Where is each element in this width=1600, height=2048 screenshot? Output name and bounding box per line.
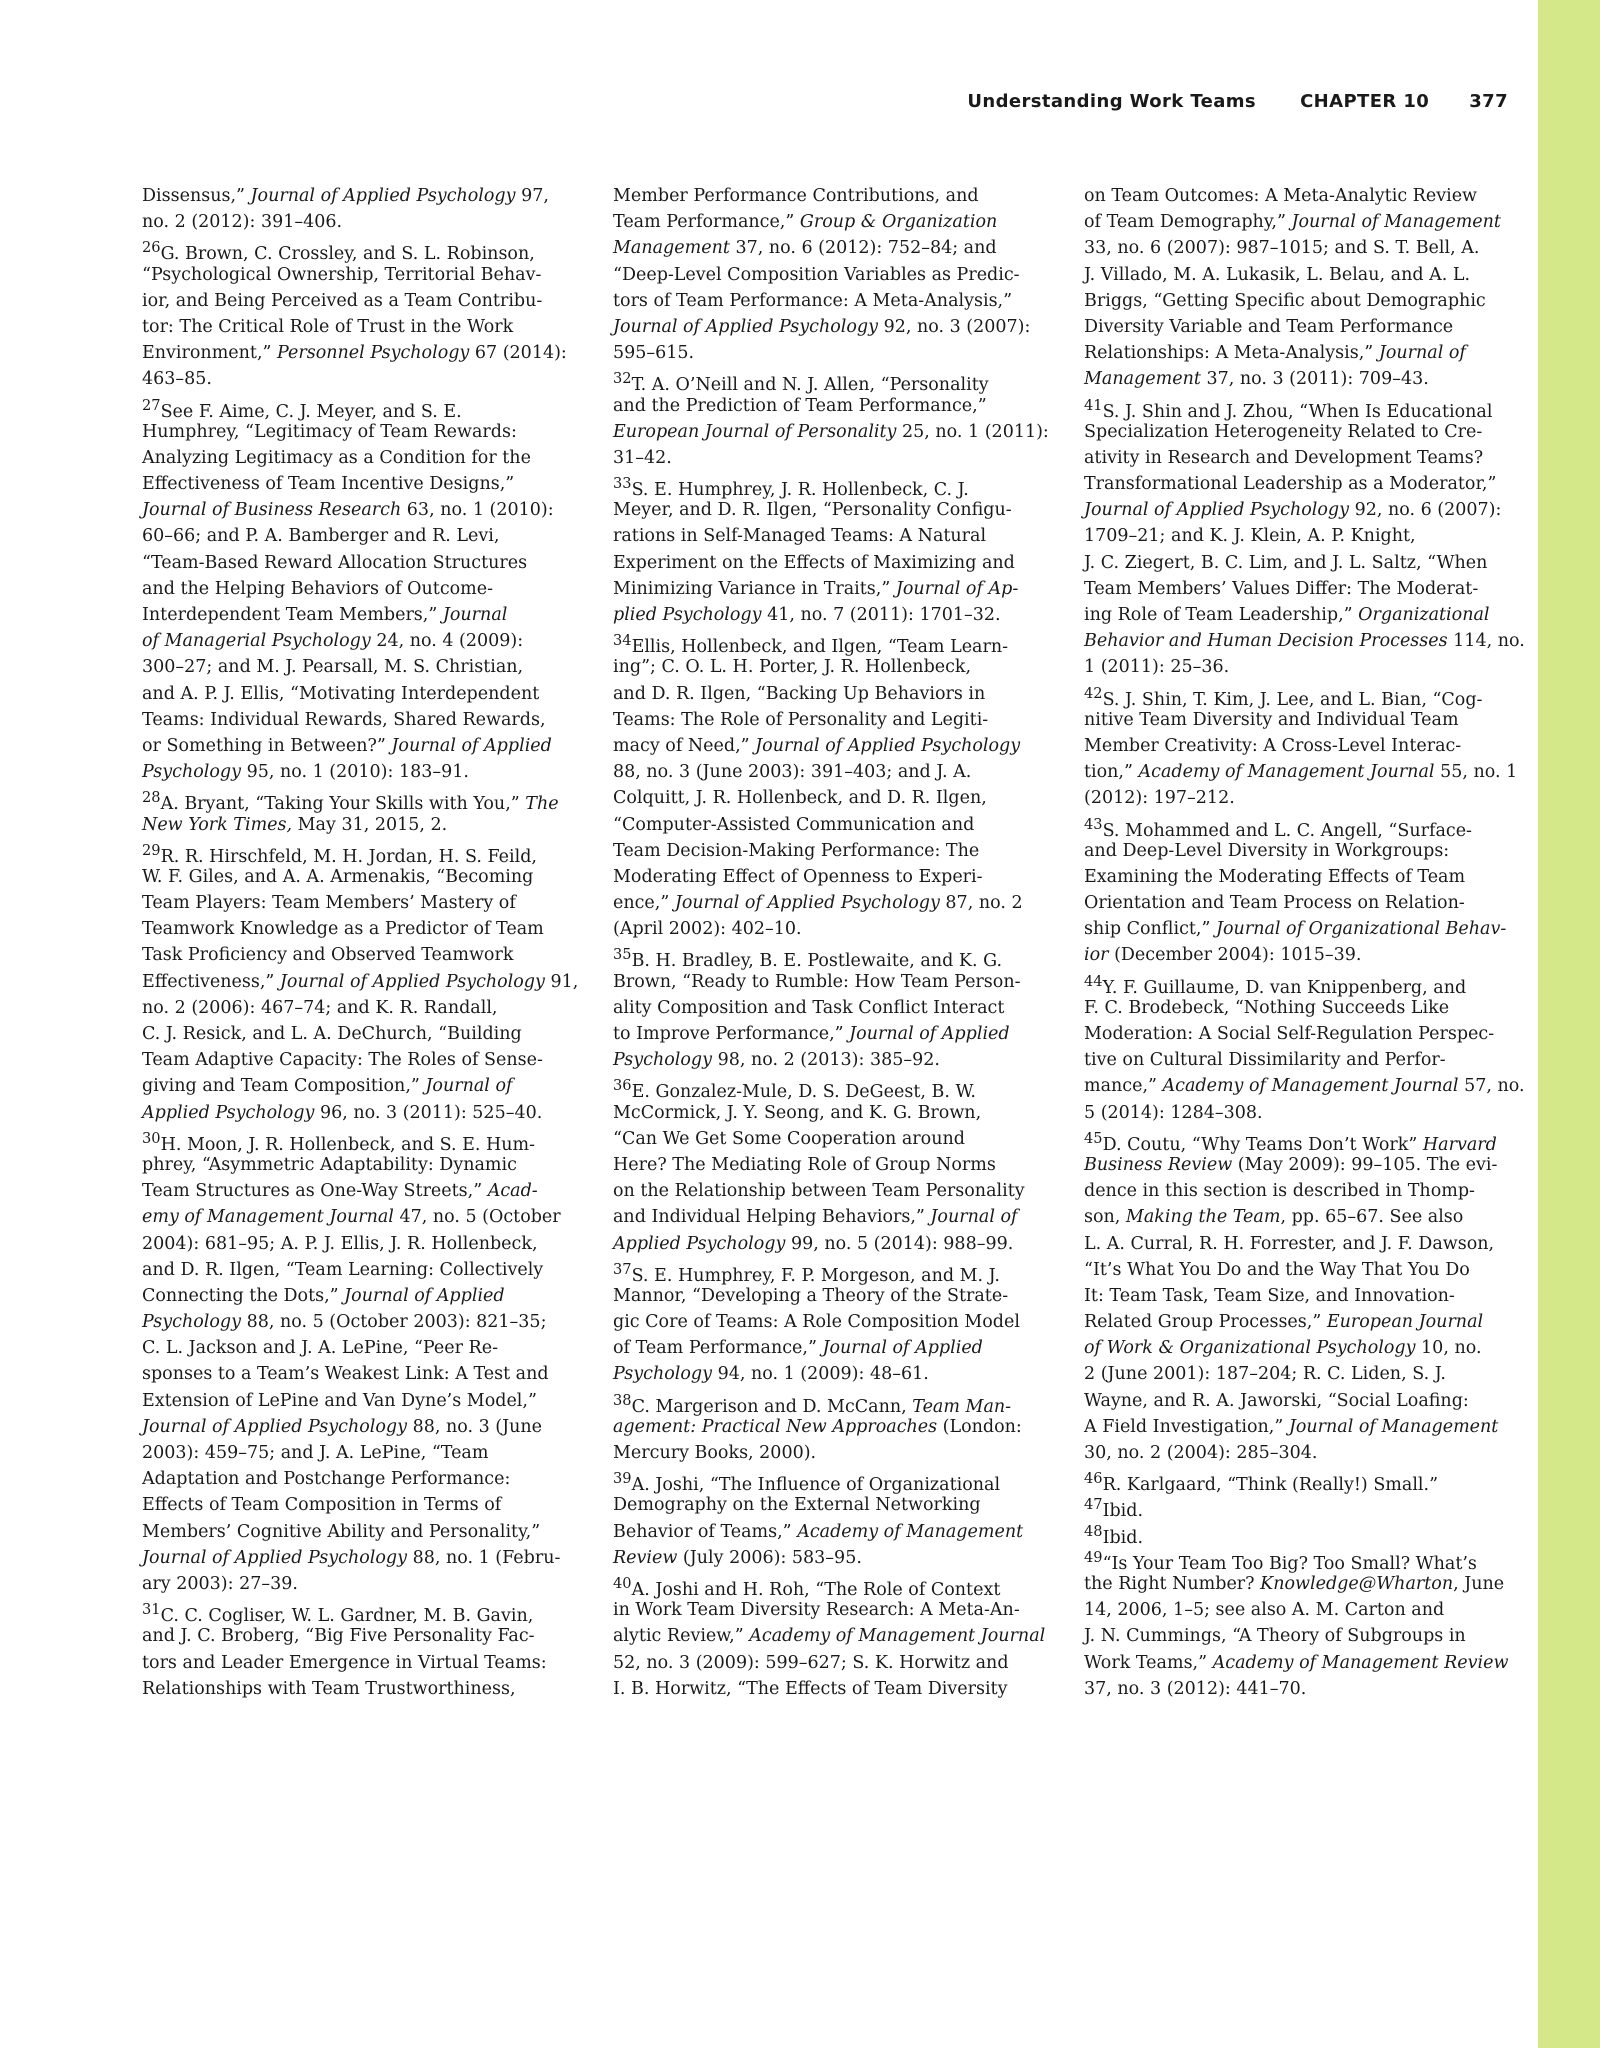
note-line: Psychology 98, no. 2 (2013): 385–92. bbox=[613, 1050, 940, 1071]
note-line: $^{49}$“Is Your Team Too Big? Too Small? What’s bbox=[1084, 1548, 1477, 1574]
running-head-title: Understanding Work Teams bbox=[967, 91, 1257, 112]
note-line: ing Role of Team Leadership,” Organizational bbox=[1084, 605, 1490, 625]
note-line: and D. R. Ilgen, “Backing Up Behaviors in bbox=[613, 683, 986, 704]
note-line: $^{38}$C. Margerison and D. McCann, Team Man- bbox=[613, 1391, 1012, 1417]
note-line: ship Conflict,” Journal of Organizational Behav- bbox=[1084, 919, 1507, 940]
note-line: Applied Psychology 99, no. 5 (2014): 988–99. bbox=[613, 1233, 1014, 1254]
note-line: Teams: The Role of Personality and Legiti- bbox=[613, 709, 989, 730]
note-line: Interdependent Team Members,” Journal bbox=[142, 605, 508, 625]
note-line: $^{34}$Ellis, Hollenbeck, and Ilgen, “Team Learn- bbox=[613, 632, 1009, 658]
note-line: tor: The Critical Role of Trust in the Work bbox=[142, 316, 514, 337]
note-line: C. L. Jackson and J. A. LePine, “Peer Re- bbox=[142, 1338, 498, 1359]
note-line: giving and Team Composition,” Journal of bbox=[142, 1076, 513, 1097]
note-line: Team Players: Team Members’ Mastery of bbox=[142, 893, 516, 914]
note-line: Analyzing Legitimacy as a Condition for the bbox=[142, 447, 531, 468]
note-line: son, Making the Team, pp. 65–67. See also bbox=[1084, 1207, 1464, 1228]
note-line: “Deep-Level Composition Variables as Predic- bbox=[613, 264, 1020, 285]
note-line: Extension of LePine and Van Dyne’s Model,” bbox=[142, 1390, 537, 1411]
note-line: and A. P. J. Ellis, “Motivating Interdependent bbox=[142, 683, 540, 704]
note-line: $^{33}$S. E. Humphrey, J. R. Hollenbeck, C. J. bbox=[613, 475, 969, 500]
note-line: Briggs, “Getting Specific about Demographic bbox=[1084, 290, 1486, 311]
note-line: Psychology 88, no. 5 (October 2003): 821–35; bbox=[142, 1312, 547, 1333]
note-line: Psychology 95, no. 1 (2010): 183–91. bbox=[142, 762, 469, 783]
note-line: A Field Investigation,” Journal of Management bbox=[1084, 1416, 1499, 1437]
note-line: Moderating Effect of Openness to Experi- bbox=[613, 866, 983, 887]
note-line: gic Core of Teams: A Role Composition Model bbox=[613, 1312, 1020, 1333]
note-line: Environment,” Personnel Psychology 67 (2014): bbox=[142, 343, 567, 364]
note-line: Team Members’ Values Differ: The Moderat- bbox=[1084, 578, 1479, 599]
note-line: Adaptation and Postchange Performance: bbox=[142, 1469, 511, 1490]
note-line: tors and Leader Emergence in Virtual Teams: bbox=[142, 1652, 547, 1673]
note-line: and the Prediction of Team Performance,” bbox=[613, 395, 987, 416]
note-line: Journal of Applied Psychology 88, no. 1 (Febru- bbox=[142, 1547, 561, 1568]
running-head bbox=[967, 91, 1508, 112]
note-line: Journal of Applied Psychology 92, no. 6 (2007): bbox=[1084, 500, 1502, 521]
note-line: 2004): 681–95; A. P. J. Ellis, J. R. Hollenbeck, bbox=[142, 1233, 538, 1254]
notes-column-1 bbox=[142, 183, 578, 1702]
note-line: 2 (June 2001): 187–204; R. C. Liden, S. J. bbox=[1084, 1364, 1446, 1385]
note-line: 60–66; and P. A. Bamberger and R. Levi, bbox=[142, 526, 500, 547]
note-line: Business Review (May 2009): 99–105. The evi- bbox=[1084, 1154, 1498, 1175]
note-line: of Team Demography,” Journal of Management bbox=[1084, 212, 1501, 233]
note-line: “Can We Get Some Cooperation around bbox=[613, 1128, 965, 1149]
note-line: Psychology 94, no. 1 (2009): 48–61. bbox=[613, 1364, 929, 1385]
note-line: $^{37}$S. E. Humphrey, F. P. Morgeson, and M. J. bbox=[613, 1260, 1000, 1286]
note-line: Effectiveness,” Journal of Applied Psychology 91, bbox=[142, 971, 579, 992]
note-line: Teams: Individual Rewards, Shared Rewards, bbox=[142, 709, 546, 730]
note-line: agement: Practical New Approaches (London: bbox=[613, 1416, 1022, 1437]
note-line: Specialization Heterogeneity Related to Cre- bbox=[1084, 421, 1483, 442]
note-line: Management 37, no. 6 (2012): 752–84; and bbox=[613, 238, 997, 259]
note-line: $^{46}$R. Karlgaard, “Think (Really!) Small.” bbox=[1084, 1470, 1439, 1496]
note-line: Applied Psychology 96, no. 3 (2011): 525–40. bbox=[142, 1102, 543, 1123]
note-line: Members’ Cognitive Ability and Personality,” bbox=[142, 1521, 541, 1542]
note-line: “Computer-Assisted Communication and bbox=[613, 814, 975, 835]
note-line: 88, no. 3 (June 2003): 391–403; and J. A. bbox=[613, 762, 972, 783]
note-line: C. J. Resick, and L. A. DeChurch, “Building bbox=[142, 1024, 522, 1044]
note-line: sponses to a Team’s Weakest Link: A Test and bbox=[142, 1364, 549, 1385]
note-line: ary 2003): 27–39. bbox=[142, 1573, 298, 1594]
note-line: Journal of Business Research 63, no. 1 (2010): bbox=[142, 500, 554, 521]
note-line: Mannor, “Developing a Theory of the Strate- bbox=[613, 1285, 1009, 1306]
note-line: Effects of Team Composition in Terms of bbox=[142, 1495, 502, 1516]
note-line: of Team Performance,” Journal of Applied bbox=[613, 1338, 983, 1359]
note-line: European Journal of Personality 25, no. 1 (2011): bbox=[613, 421, 1049, 442]
note-line: (2012): 197–212. bbox=[1084, 788, 1235, 809]
note-line: tive on Cultural Dissimilarity and Perfor- bbox=[1084, 1050, 1446, 1071]
note-line: Connecting the Dots,” Journal of Applied bbox=[142, 1285, 505, 1306]
note-line: $^{30}$H. Moon, J. R. Hollenbeck, and S. E. Hum- bbox=[142, 1129, 536, 1155]
note-line: Experiment on the Effects of Maximizing and bbox=[613, 552, 1015, 573]
notes-column-2 bbox=[613, 183, 1049, 1702]
note-line: 300–27; and M. J. Pearsall, M. S. Christian, bbox=[142, 657, 524, 678]
note-line: Transformational Leadership as a Moderator,” bbox=[1084, 474, 1497, 495]
note-line: Work Teams,” Academy of Management Review bbox=[1084, 1652, 1509, 1673]
note-line: 5 (2014): 1284–308. bbox=[1084, 1102, 1263, 1123]
note-line: and D. R. Ilgen, “Team Learning: Collectively bbox=[142, 1259, 544, 1280]
note-line: Humphrey, “Legitimacy of Team Rewards: bbox=[142, 421, 517, 442]
note-line: Management 37, no. 3 (2011): 709–43. bbox=[1084, 369, 1429, 390]
note-line: 31–42. bbox=[613, 447, 672, 468]
note-line: Journal of Applied Psychology 88, no. 3 (June bbox=[142, 1416, 543, 1437]
note-line: F. C. Brodebeck, “Nothing Succeeds Like bbox=[1084, 997, 1450, 1018]
note-line: and the Helping Behaviors of Outcome- bbox=[142, 578, 494, 599]
note-line: Dissensus,” Journal of Applied Psychology 97, bbox=[142, 186, 549, 206]
note-line: 30, no. 2 (2004): 285–304. bbox=[1084, 1443, 1318, 1463]
note-line: or Something in Between?” Journal of Applied bbox=[142, 735, 552, 756]
note-line: 14, 2006, 1–5; see also A. M. Carton and bbox=[1084, 1600, 1445, 1621]
note-line: ality Composition and Task Conflict Interact bbox=[613, 997, 1005, 1018]
note-line: $^{39}$A. Joshi, “The Influence of Organizational bbox=[613, 1470, 1001, 1496]
note-line: on the Relationship between Team Personality bbox=[613, 1181, 1025, 1202]
page-number: 377 bbox=[1469, 91, 1508, 112]
note-line: phrey, “Asymmetric Adaptability: Dynamic bbox=[142, 1154, 517, 1175]
note-line: ence,” Journal of Applied Psychology 87, no. 2 bbox=[613, 893, 1023, 914]
note-line: Related Group Processes,” European Journal bbox=[1084, 1312, 1484, 1333]
note-line: $^{28}$A. Bryant, “Taking Your Skills with You,” The bbox=[142, 789, 559, 815]
note-line: $^{45}$D. Coutu, “Why Teams Don’t Work” Harvard bbox=[1084, 1129, 1497, 1155]
note-line: $^{42}$S. J. Shin, T. Kim, J. Lee, and L. Bian, “Cog- bbox=[1084, 684, 1483, 710]
note-line: Teamwork Knowledge as a Predictor of Team bbox=[142, 919, 544, 940]
note-line: and Deep-Level Diversity in Workgroups: bbox=[1084, 840, 1450, 861]
note-line: Team Decision-Making Performance: The bbox=[613, 840, 980, 861]
note-line: and Individual Helping Behaviors,” Journal of bbox=[613, 1207, 1018, 1228]
running-head-chapter: CHAPTER 10 bbox=[1300, 91, 1430, 112]
note-line: I. B. Horwitz, “The Effects of Team Diversity bbox=[613, 1678, 1008, 1699]
note-line: dence in this section is described in Thomp- bbox=[1084, 1181, 1475, 1202]
note-line: ior (December 2004): 1015–39. bbox=[1084, 945, 1362, 966]
note-line: tors of Team Performance: A Meta-Analysis,” bbox=[613, 290, 1013, 311]
note-line: 1709–21; and K. J. Klein, A. P. Knight, bbox=[1084, 526, 1416, 547]
note-line: Minimizing Variance in Traits,” Journal of Ap- bbox=[613, 578, 1019, 599]
note-line: $^{36}$E. Gonzalez-Mule, D. S. DeGeest, B. W. bbox=[613, 1077, 976, 1103]
note-line: Team Adaptive Capacity: The Roles of Sense- bbox=[142, 1050, 543, 1071]
note-line: in Work Team Diversity Research: A Meta-An- bbox=[613, 1600, 1020, 1621]
note-line: $^{35}$B. H. Bradley, B. E. Postlewaite, and K. G. bbox=[613, 946, 1003, 972]
note-line: Wayne, and R. A. Jaworski, “Social Loafing: bbox=[1084, 1390, 1469, 1411]
note-line: McCormick, J. Y. Seong, and K. G. Brown, bbox=[613, 1102, 982, 1123]
note-line: $^{47}$Ibid. bbox=[1084, 1496, 1144, 1522]
note-line: Review (July 2006): 583–95. bbox=[613, 1547, 862, 1568]
note-line: (April 2002): 402–10. bbox=[613, 919, 802, 940]
note-line: $^{31}$C. C. Cogliser, W. L. Gardner, M. B. Gavin, bbox=[142, 1601, 534, 1626]
note-line: Mercury Books, 2000). bbox=[613, 1443, 817, 1463]
note-line: $^{32}$T. A. O’Neill and N. J. Allen, “Personality bbox=[613, 370, 989, 396]
note-line: Relationships: A Meta-Analysis,” Journal of bbox=[1084, 343, 1466, 364]
note-line: $^{41}$S. J. Shin and J. Zhou, “When Is Educational bbox=[1084, 396, 1493, 422]
note-line: Examining the Moderating Effects of Team bbox=[1084, 866, 1466, 887]
note-line: Behavior of Teams,” Academy of Management bbox=[613, 1521, 1024, 1542]
note-line: $^{27}$See F. Aime, C. J. Meyer, and S. E. bbox=[142, 396, 462, 422]
note-line: 595–615. bbox=[613, 343, 695, 364]
note-line: 37, no. 3 (2012): 441–70. bbox=[1084, 1678, 1307, 1699]
note-line: Here? The Mediating Role of Group Norms bbox=[613, 1154, 996, 1175]
note-line: to Improve Performance,” Journal of Applied bbox=[613, 1024, 1010, 1044]
note-line: $^{29}$R. R. Hirschfeld, M. H. Jordan, H. S. Feild, bbox=[142, 841, 537, 867]
note-line: Team Performance,” Group & Organization bbox=[613, 212, 998, 233]
note-line: $^{40}$A. Joshi and H. Roh, “The Role of Context bbox=[613, 1574, 1001, 1600]
notes-column-3 bbox=[1084, 183, 1525, 1702]
note-line: Moderation: A Social Self-Regulation Perspec- bbox=[1084, 1024, 1495, 1044]
note-line: 2003): 459–75; and J. A. LePine, “Team bbox=[142, 1443, 489, 1463]
note-line: plied Psychology 41, no. 7 (2011): 1701–32. bbox=[613, 605, 1001, 625]
note-line: J. Villado, M. A. Lukasik, L. Belau, and A. L. bbox=[1084, 264, 1471, 285]
note-line: Behavior and Human Decision Processes 114, no. bbox=[1084, 631, 1525, 652]
note-line: $^{48}$Ibid. bbox=[1084, 1522, 1144, 1548]
note-line: tion,” Academy of Management Journal 55, no. 1 bbox=[1084, 762, 1518, 783]
note-line: ativity in Research and Development Teams? bbox=[1084, 447, 1484, 468]
note-line: 1 (2011): 25–36. bbox=[1084, 657, 1230, 678]
note-line: Effectiveness of Team Incentive Designs,” bbox=[142, 474, 515, 495]
note-line: Demography on the External Networking bbox=[613, 1495, 981, 1516]
note-line: New York Times, May 31, 2015, 2. bbox=[142, 814, 448, 835]
note-line: of Work & Organizational Psychology 10, no. bbox=[1084, 1338, 1482, 1359]
note-line: 52, no. 3 (2009): 599–627; S. K. Horwitz and bbox=[613, 1652, 1009, 1673]
note-line: “Team-Based Reward Allocation Structures bbox=[142, 552, 528, 573]
note-line: Colquitt, J. R. Hollenbeck, and D. R. Ilgen, bbox=[613, 788, 987, 809]
note-line: macy of Need,” Journal of Applied Psychology bbox=[613, 735, 1021, 756]
note-line: 463–85. bbox=[142, 369, 212, 390]
note-line: no. 2 (2006): 467–74; and K. R. Randall, bbox=[142, 997, 498, 1018]
note-line: $^{43}$S. Mohammed and L. C. Angell, “Surface- bbox=[1084, 815, 1472, 841]
note-line: Relationships with Team Trustworthiness, bbox=[142, 1678, 516, 1699]
note-line: J. N. Cummings, “A Theory of Subgroups in bbox=[1084, 1626, 1466, 1647]
note-line: of Managerial Psychology 24, no. 4 (2009): bbox=[142, 631, 524, 652]
note-line: It: Team Task, Team Size, and Innovation- bbox=[1084, 1285, 1455, 1306]
note-line: the Right Number? Knowledge@Wharton, June bbox=[1084, 1573, 1505, 1594]
note-line: rations in Self-Managed Teams: A Natural bbox=[613, 526, 987, 547]
note-line: $^{44}$Y. F. Guillaume, D. van Knippenberg, and bbox=[1084, 972, 1467, 998]
note-line: ing”; C. O. L. H. Porter, J. R. Hollenbeck, bbox=[613, 657, 972, 678]
note-line: and J. C. Broberg, “Big Five Personality Fac- bbox=[142, 1626, 535, 1647]
note-line: mance,” Academy of Management Journal 57, no. bbox=[1084, 1076, 1525, 1097]
note-line: Journal of Applied Psychology 92, no. 3 (2007): bbox=[613, 316, 1031, 337]
note-line: 33, no. 6 (2007): 987–1015; and S. T. Bell, A. bbox=[1084, 238, 1480, 259]
note-line: alytic Review,” Academy of Management Journal bbox=[613, 1626, 1046, 1647]
note-line: Meyer, and D. R. Ilgen, “Personality Configu- bbox=[613, 500, 1012, 521]
note-line: Member Performance Contributions, and bbox=[613, 186, 979, 206]
note-line: Brown, “Ready to Rumble: How Team Person- bbox=[613, 971, 1021, 992]
note-line: L. A. Curral, R. H. Forrester, and J. F. Dawson, bbox=[1084, 1233, 1495, 1254]
note-line: “Psychological Ownership, Territorial Behav- bbox=[142, 264, 542, 285]
note-line: Task Proficiency and Observed Teamwork bbox=[142, 945, 514, 966]
note-line: “It’s What You Do and the Way That You Do bbox=[1084, 1259, 1470, 1280]
note-line: Member Creativity: A Cross-Level Interac- bbox=[1084, 735, 1462, 756]
note-line: $^{26}$G. Brown, C. Crossley, and S. L. Robinson, bbox=[142, 239, 535, 265]
chapter-color-tab bbox=[1538, 0, 1600, 2048]
note-line: on Team Outcomes: A Meta-Analytic Review bbox=[1084, 186, 1478, 206]
note-line: no. 2 (2012): 391–406. bbox=[142, 212, 343, 233]
note-line: Team Structures as One-Way Streets,” Acad- bbox=[142, 1181, 538, 1202]
note-line: ior, and Being Perceived as a Team Contribu- bbox=[142, 290, 543, 311]
note-line: W. F. Giles, and A. A. Armenakis, “Becoming bbox=[142, 866, 534, 887]
note-line: J. C. Ziegert, B. C. Lim, and J. L. Saltz, “When bbox=[1084, 552, 1488, 573]
note-line: Orientation and Team Process on Relation- bbox=[1084, 893, 1465, 914]
note-line: emy of Management Journal 47, no. 5 (October bbox=[142, 1207, 561, 1228]
note-line: nitive Team Diversity and Individual Team bbox=[1084, 709, 1459, 730]
note-line: Diversity Variable and Team Performance bbox=[1084, 316, 1454, 337]
